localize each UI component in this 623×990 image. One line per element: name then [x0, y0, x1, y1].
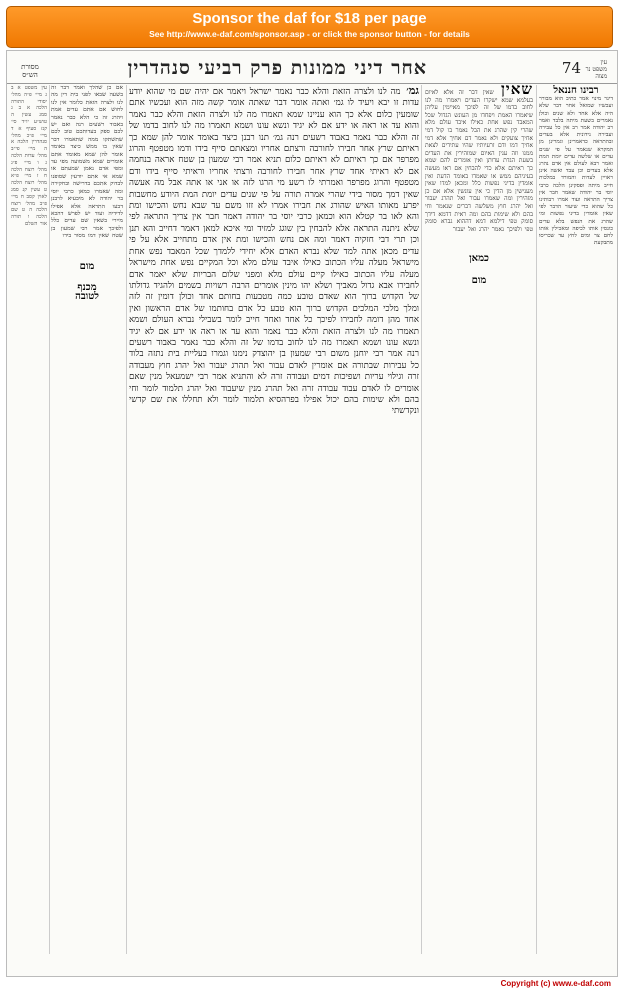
ein-mishpat-tag: עין משפט נר מצוה [585, 59, 607, 80]
margin-notes-column [11, 85, 47, 954]
masoret-tag: מסורת הש״ס [21, 63, 39, 79]
kman-heading: כמאן [469, 253, 489, 265]
column-rule [536, 85, 537, 954]
copyright-footer: Copyright (c) www.e-daf.com [500, 979, 611, 988]
column-rule [49, 85, 50, 954]
rabbeinu-chananel-text: דינר מינוי אמר כתיב הוא מבורר ועכשיו שמואל אחר דבר שלא היה אלא אחד ולא שנים וכולן נאמרים בשעת מיתה בלבד ואמר רב יהודה אמר רב אין כל עבירה ועבירה נידונית אלא בעדים ובהתראה כדאמרינן וגמרינן מן המקרא שנאמר על פי שנים עדים או שלשה עדים יומת המת ואמר רבא לעולם אין אדם נהרג אלא בעדים וכן עבד ואשה אינן ראויין לעדות והמורד במלכות חייב מיתה ופסקינן הלכה כרבי יוסי בר יהודה שאמר חבר אין צריך התראה ועוד אמרו רבותינו כל שהוא כדי שיעור הדבר לפי שאין אומדין בדיני נפשות ומי שהרג את הנפש בלא עדים כונסין אותו לכיפה ומאכילין אותו לחם צר ומים לחץ עד שכריסו מתבקעת [539, 96, 613, 247]
tosafot-column [51, 85, 123, 954]
sponsor-banner[interactable] [6, 6, 613, 48]
mum2-heading: מום [79, 260, 95, 272]
page-number: 74 [561, 59, 581, 77]
rabbeinu-chananel-heading: רבינו חננאל [553, 85, 599, 96]
sponsor-subtitle: See http://www.e-daf.com/sponsor.asp - or click the sponsor button - for details [149, 29, 470, 39]
gemara-column [129, 85, 419, 954]
tosafot-text: אם כן שהלך ואמר דבר זה בשעה שבאו לפני בית דין מה לנו ולצרה הזאת כלומר אין לנו לחוש אם אתם עדים אמת ויהרג זה כי הלא כבר נאמר באבוד רשעים רנה ואם יש לכם ספק בעדותכם טוב לכם שתשתקו ממה שתאמרו דבר שאין בו ממש כיצד באומד אומר להן שמא מאומד אתם אומרים שמא משמועה מפי עד ומפי אדם נאמן שמעתם או שמא אי אתם יודעין שסופנו לבדוק אתכם בדרישה ובחקירה ומה שאמרו כמאן כרבי יוסי בר יהודה לא מיבעיא לרבנן דבעו התראה אלא אפילו לדידיה ועוד יש לפרש דהכא מיירי בשאין שם עדים כלל ולפיכך אמר רבי שמעון בן שטח שאין דמו מסור בידו [51, 85, 123, 240]
rashi-text: שאין דבר זה אלא לאיום בעלמא שמא ישקרו העדים ויאמרו מה לנו לחוב בדמו של זה לפיכך מאיימין עליהן שיאמרו האמת ויפחדו מן העונש הגדול שכל המאבד נפש אחת כאילו איבד עולם מלא שהרי קין שהרג את הבל נאמר בו קול דמי אחיך צועקים ולא נאמר דם אחיך אלא דמי אחיך דמו ודם זרעיותיו שהיו עתידים לצאת ממנו וזה ענין האיום שמזהירין את העדים בשעת הגדת עדותן ואין אומרים להם שמא כך ראיתם אלא כדי להבחין אם ראו מעשה בעיניהם ממש או שאמדו באומד הדעת ואין אומדין בדיני נפשות כלל ומכאן למדו שאין מענישין מן הדין כי אין עונשין אלא אם כן מזהירין ומה שאמרו עבור ואל תהרג יעבור ואל יהרג חוץ משלשה דברים שנאמר וחי בהם ולא שימות בהם ומה ראית דדמא דידך סומק טפי דילמא דמא דההוא גברא סומק טפי ולפיכך נאמר יהרג ואל יעבור [425, 89, 533, 233]
sponsor-title[interactable]: Sponsor the daf for $18 per page [192, 10, 427, 27]
column-rule [421, 85, 422, 954]
page-header [7, 57, 617, 84]
margin-notes-text: עין משפט א ב ג מיי׳ פ״ה מהל׳ יסודי התורה הלכה א ב ג סמג עשין ה טוש״ע יו״ד סי׳ קנז סעיף א ד מיי׳ פ״כ מהל׳ סנהדרין הלכה א ה מיי׳ פי״ב מהל׳ עדות הלכה ג ו מיי׳ פ״ג מהל׳ רוצח הלכה ח ז מיי׳ פ״א מהל׳ רוצח הלכה ט עשין קנ סמג לאוין קסב ח מיי׳ פ״ב מהל׳ רוצח הלכה ה ט שם הלכה ו תורה אור השלם [11, 85, 47, 227]
column-rule [126, 85, 127, 954]
shaon-heading: שאין [500, 85, 533, 98]
talmud-page [6, 50, 618, 977]
rabbeinu-chananel-column [539, 85, 613, 954]
mekom-heading: מכנף [77, 281, 97, 293]
page-title: אחר דיני ממונות פרק רביעי סנהדרין [127, 57, 427, 79]
gemara-text: מה לנו ולצרה הזאת והלא כבר נאמר ישראל ויאמר אם יהיה שם מי שהוא יודע עדות זו יבא ויעיד לו גמ׳ ואתה אומר דבר שאתה אומר קשה מזה הוא ועכשיו אתם שומעין כלום אלא כך הוא עניינו שמא תאמרו מה לנו ולצרה הזאת והלא כבר נאמר והוא עד או ראה או ידע אם לא יגיד ונשא עונו ושמא תאמרו מה לנו לחוב בדמו של זה והלא כבר נאמר באבוד רשעים רנה גמ׳ תנו רבנן כיצד באומד אומר להן שמא כך ראיתם שרץ אחר חבירו לחורבה ורצתם אחריו ומצאתם סייף בידו ודמו מטפטף והרוג מפרפר אם כך ראיתם לא ראיתם כלום תניא אמר רבי שמעון בן שטח אראה בנחמה אם לא ראיתי אחד שרץ אחר חבירו לחורבה ורצתי אחריו וראיתי סייף בידו ודם מטפטף והרוג מפרפר ואמרתי לו רשע מי הרגו לזה או אני או אתה אבל מה אעשה שאין דמך מסור בידי שהרי אמרה תורה על פי שנים עדים יומת המת היודע מחשבות יפרע מאותו האיש שהורג את חבירו אמרו לא זזו משם עד שבא נחש והכישו ומת והא לאו בר קטלא הוא וכמאן כרבי יוסי בר יהודה דאמר חבר אין צריך התראה לפי שלא ניתנה התראה אלא להבחין בין שוגג למזיד ומי איכא למאן דאמר דחייב והא תנן וכן תרי דבי חזקיה דאמר ומה אם נחש והכישו ומת אין אדם מתחייב אלא על פי עדים מכאן אתה למד שלא נברא האדם אלא יחידי ללמדך שכל המאבד נפש אחת מישראל מעלה עליו הכתוב כאילו איבד עולם מלא וכל המקיים נפש אחת מישראל מעלה עליו הכתוב כאילו קיים עולם מלא ומפני שלום הבריות שלא יאמר אדם לחבירו אבא גדול מאביך ושלא יהו מינין אומרים הרבה רשויות בשמים ולהגיד גדולתו של הקדוש ברוך הוא שאדם טובע כמה מטבעות בחותם אחד וכולן דומין זה לזה ומלך מלכי המלכים הקדוש ברוך הוא טבע כל אדם בחותמו של אדם הראשון ואין אחד מהן דומה לחבירו לפיכך כל אחד ואחד חייב לומר בשבילי נברא העולם ושמא תאמרו מה לנו ולצרה הזאת והלא כבר נאמר והוא עד או ראה או ידע אם לא יגיד ונשא עונו ושמא תאמרו מה לנו לחוב בדמו של זה והלא כבר נאמר באבוד רשעים רנה אמר רבי יוחנן משום רבי שמעון בן יהוצדק נימנו וגמרו בעליית בית נתזה בלוד כל עבירות שבתורה אם אומרין לאדם עבור ואל תהרג יעבור ואל יהרג חוץ מעבודה זרה וגילוי עריות ושפיכות דמים ועבודה זרה לא והתניא אמר רבי ישמעאל מנין שאם אומרים לו לאדם עבוד עבודה זרה ואל תהרג מנין שיעבוד ואל יהרג תלמוד לומר וחי בהם ולא שימות בהם יכול אפילו בפרהסיא תלמוד לומר ולא תחללו את שם קדשי ונקדשתי [129, 87, 419, 417]
gemara-heading: גמ׳ [406, 85, 419, 97]
rashi-column [425, 85, 533, 954]
letovah-heading: לטובה [75, 291, 99, 303]
mum-heading: מום [471, 274, 487, 286]
